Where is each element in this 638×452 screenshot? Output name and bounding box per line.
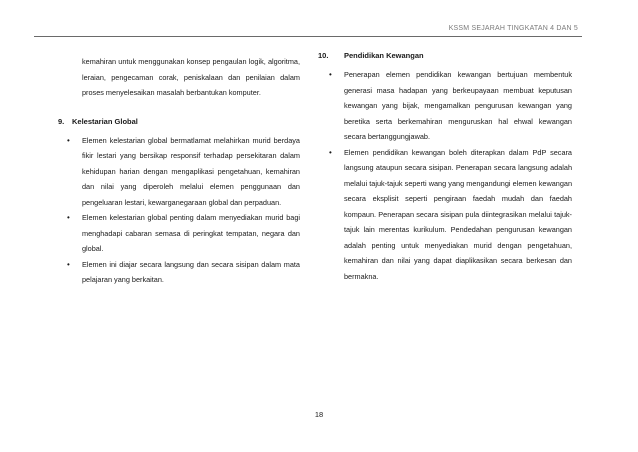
list-item — [67, 210, 300, 257]
bullet-icon: • — [329, 147, 332, 157]
list-item-text: Penerapan elemen pendidikan kewangan bertujuan membentuk generasi masa hadapan yang berkeupayaan membuat keputusan kewangan yang bijak, mengamalkan pengurusan kewangan yang beretika serta berkemahiran menguruskan hal ehwal kewangan secara bertanggungjawab. — [344, 70, 572, 141]
list-item-text: Elemen pendidikan kewangan boleh diterapkan dalam PdP secara langsung ataupun secara sisipan. Penerapan secara langsung adalah melalui tajuk-tajuk seperti wang yang mengandungi elemen kewangan secara eksplisit seperti pengiraan faedah mudah dan faedah kompaun. Penerapan secara sisipan pula diintegrasikan melalui tajuk-tajuk lain merentas kurikulum. Pendedahan pengurusan kewangan adalah penting untuk menyediakan murid dengan pengetahuan, kemahiran dan nilai yang dapat diaplikasikan secara berkesan dan bermakna. — [344, 147, 572, 281]
section-number: 9. — [58, 116, 65, 126]
list-item — [67, 133, 300, 211]
left-column — [60, 54, 300, 288]
header-rule — [34, 36, 582, 37]
list-item-text: Elemen kelestarian global penting dalam menyediakan murid bagi menghadapi cabaran semasa di peringkat tempatan, negara dan global. — [82, 213, 300, 253]
bullet-icon: • — [67, 213, 70, 222]
bullet-icon: • — [67, 135, 70, 145]
section-heading-pendidikan-kewangan — [318, 49, 572, 63]
page-number: 18 — [314, 410, 324, 419]
bullet-icon: • — [329, 70, 332, 79]
list-item — [329, 145, 572, 285]
section-title: Pendidikan Kewangan — [344, 51, 424, 60]
list-item-text: Elemen ini diajar secara langsung dan secara sisipan dalam mata pelajaran yang berkaitan. — [82, 259, 300, 284]
list-item — [67, 257, 300, 288]
right-column — [318, 49, 572, 284]
section-title: Kelestarian Global — [72, 116, 138, 126]
list-item-text: Elemen kelestarian global bermatlamat melahirkan murid berdaya fikir lestari yang bersikap responsif terhadap persekitaran dalam kehidupan harian dengan mengaplikasi pengetahuan, kemahiran dan nilai yang diperoleh melalui elemen penggunaan dan pengeluaran lestari, kewarganegaraan global dan perpaduan. — [82, 135, 300, 207]
list-item — [329, 67, 572, 145]
continuation-paragraph: kemahiran untuk menggunakan konsep pengaulan logik, algoritma, leraian, pengecaman corak, peniskalaan dan penilaian dalam proses menyelesaikan masalah berbantukan komputer. — [82, 57, 300, 97]
section-heading-kelestarian-global — [60, 115, 300, 129]
header-title: KSSM SEJARAH TINGKATAN 4 DAN 5 — [448, 25, 578, 32]
bullet-icon: • — [67, 259, 70, 269]
section-number: 10. — [318, 51, 329, 60]
